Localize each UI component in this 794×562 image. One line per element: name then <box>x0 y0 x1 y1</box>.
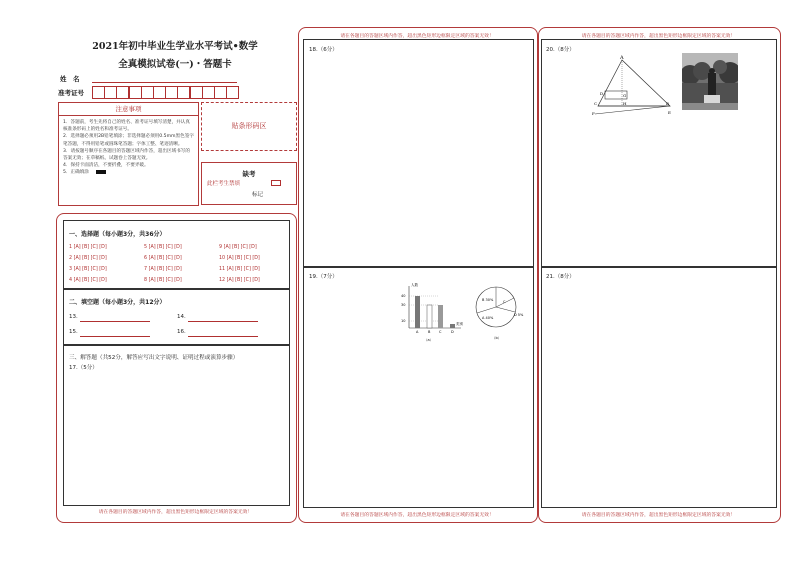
id-digit-box[interactable] <box>226 86 239 99</box>
choice-item[interactable]: 10 [A] [B] [C] [D] <box>219 256 260 261</box>
choice-item[interactable]: 12 [A] [B] [C] [D] <box>219 278 260 283</box>
id-digit-box[interactable] <box>92 86 105 99</box>
blank-15-field[interactable] <box>80 336 150 337</box>
blank-14-label: 14. <box>177 314 186 320</box>
bar-C <box>438 305 443 328</box>
choice-item[interactable]: 8 [A] [B] [C] [D] <box>144 278 182 283</box>
filled-example-icon <box>96 170 106 174</box>
q17-label: 17.（5分） <box>69 365 98 371</box>
choice-item[interactable]: 11 [A] [B] [C] [D] <box>219 267 260 272</box>
barcode-label: 贴条形码区 <box>231 122 267 130</box>
notice-box <box>58 102 199 206</box>
bar-cat: C <box>439 330 442 334</box>
choice-section-title: 一、选择题（每小题3分，共36分） <box>69 231 166 238</box>
warning-text: 请在各题目的答题区域内作答，超出黑色矩形边框限定区域的答案无效！ <box>340 34 494 39</box>
blank-13-field[interactable] <box>80 321 150 322</box>
absent-box <box>201 162 297 205</box>
point-label: E <box>668 110 671 115</box>
notice-item-label: 5．正确填涂 <box>63 170 89 176</box>
q19-bar-figure <box>399 281 469 343</box>
choice-item[interactable]: 3 [A] [B] [C] [D] <box>69 267 107 272</box>
bar-tick: 40 <box>401 294 406 298</box>
absent-mark-label: 标记 <box>252 192 264 198</box>
q19-area[interactable] <box>303 266 534 508</box>
point-label: C <box>594 101 598 106</box>
bar-cat: A <box>416 330 419 334</box>
q20-triangle-figure <box>592 52 674 116</box>
notice-item: 2．选择题必须用2B铅笔填涂；非选择题必须用0.5mm黑色签字笔答题，不得用铅笔或圆珠笔答题；字体工整、笔迹清晰。 <box>63 134 194 147</box>
id-digit-box[interactable] <box>153 86 166 99</box>
point-label: A <box>620 55 624 61</box>
id-digit-box[interactable] <box>104 86 117 99</box>
pie-label: B 30% <box>482 298 494 302</box>
q19-pie-figure <box>470 281 528 343</box>
bar-D <box>450 324 455 328</box>
pie-caption: （b） <box>492 336 502 340</box>
solution-section-title: 三、解答题（共52分，解答应写出文字说明、证明过程或演算步骤） <box>69 355 239 361</box>
q20-statue-photo <box>682 53 738 110</box>
notice-heading: 注意事项 <box>59 103 198 116</box>
id-label: 准考证号 <box>58 89 84 97</box>
id-digit-box[interactable] <box>165 86 178 99</box>
point-label: B <box>666 101 669 106</box>
point-label: G <box>623 93 627 98</box>
choice-item[interactable]: 7 [A] [B] [C] [D] <box>144 267 182 272</box>
q21-label: 21.（8分） <box>546 274 575 280</box>
bar-tick: 10 <box>401 319 406 323</box>
id-digit-box[interactable] <box>116 86 129 99</box>
notice-item: 4．保持卡面清洁，不要折叠，不要弄破。 <box>63 163 149 169</box>
q18-label: 18.（6分） <box>309 47 338 53</box>
id-boxes[interactable] <box>92 86 242 99</box>
point-label: H <box>623 101 627 106</box>
fill-section <box>63 288 290 346</box>
answer-card-title: 全真模拟试卷(一)・答题卡 <box>118 59 232 70</box>
blank-15-label: 15. <box>69 329 78 335</box>
name-label: 姓 名 <box>60 75 80 83</box>
blank-16-label: 16. <box>177 329 186 335</box>
fill-section-title: 二、填空题（每小题3分，共12分） <box>69 299 166 306</box>
bar-caption: （a） <box>424 338 434 342</box>
absent-note: 此栏考生禁填 <box>207 181 241 187</box>
choice-item[interactable]: 6 [A] [B] [C] [D] <box>144 256 182 261</box>
bar-tick: 30 <box>401 303 406 307</box>
id-digit-box[interactable] <box>177 86 190 99</box>
warning-text: 请在各题目的答题区域内作答，超出黑色矩形边框限定区域的答案无效！ <box>581 34 736 39</box>
id-digit-box[interactable] <box>202 86 215 99</box>
choice-item[interactable]: 2 [A] [B] [C] [D] <box>69 256 107 261</box>
id-digit-box[interactable] <box>214 86 227 99</box>
pie-label: C <box>503 300 506 304</box>
bar-cat: D <box>451 330 454 334</box>
warning-text: 请在各题目的答题区域内作答，超出黑色矩形边框限定区域的答案无效！ <box>340 513 494 518</box>
pie-label: D 5% <box>514 313 524 317</box>
barcode-area <box>201 102 297 151</box>
point-label: D <box>600 91 604 96</box>
id-digit-box[interactable] <box>190 86 203 99</box>
pie-label: A 40% <box>482 316 494 320</box>
bar-x-label: 类别 <box>456 322 463 326</box>
blank-16-field[interactable] <box>188 336 258 337</box>
point-label: F <box>592 111 595 116</box>
q19-label: 19.（7分） <box>309 274 338 280</box>
choice-item[interactable]: 9 [A] [B] [C] [D] <box>219 245 257 250</box>
bar-A <box>415 296 420 328</box>
q21-area[interactable] <box>541 266 777 508</box>
id-digit-box[interactable] <box>129 86 142 99</box>
warning-text: 请在各题目的答题区域内作答，超出黑色矩形边框限定区域的答案无效！ <box>98 510 253 515</box>
notice-item: 3．请按题号顺序在各题目的答题区域内作答，超出区域书写的答案无效；在草稿纸、试题卷上答题无效。 <box>63 148 190 162</box>
bar-y-label: 人数 <box>411 283 418 287</box>
name-field[interactable] <box>92 82 237 83</box>
blank-14-field[interactable] <box>188 321 258 322</box>
solution-section[interactable] <box>63 344 290 506</box>
q18-area[interactable] <box>303 39 534 268</box>
choice-section <box>63 220 290 290</box>
q20-area[interactable] <box>541 39 777 268</box>
exam-title: 2021年初中毕业生学业水平考试•数学 <box>92 41 258 52</box>
notice-item <box>63 169 194 176</box>
q20-label: 20.（8分） <box>546 47 575 53</box>
warning-text: 请在各题目的答题区域内作答，超出黑色矩形边框限定区域的答案无效！ <box>581 513 736 518</box>
bar-B <box>427 305 432 328</box>
choice-item[interactable]: 5 [A] [B] [C] [D] <box>144 245 182 250</box>
blank-13-label: 13. <box>69 314 78 320</box>
id-digit-box[interactable] <box>141 86 154 99</box>
bar-cat: B <box>428 330 431 334</box>
absent-title: 缺考 <box>242 170 256 178</box>
notice-item: 1．答题前，考生先将自己的姓名、准考证号填写清楚，并认真核准条形码上的姓名和准考证号。 <box>63 120 190 133</box>
choice-item[interactable]: 4 [A] [B] [C] [D] <box>69 278 107 283</box>
choice-item[interactable]: 1 [A] [B] [C] [D] <box>69 245 107 250</box>
absent-checkbox[interactable] <box>271 180 281 186</box>
